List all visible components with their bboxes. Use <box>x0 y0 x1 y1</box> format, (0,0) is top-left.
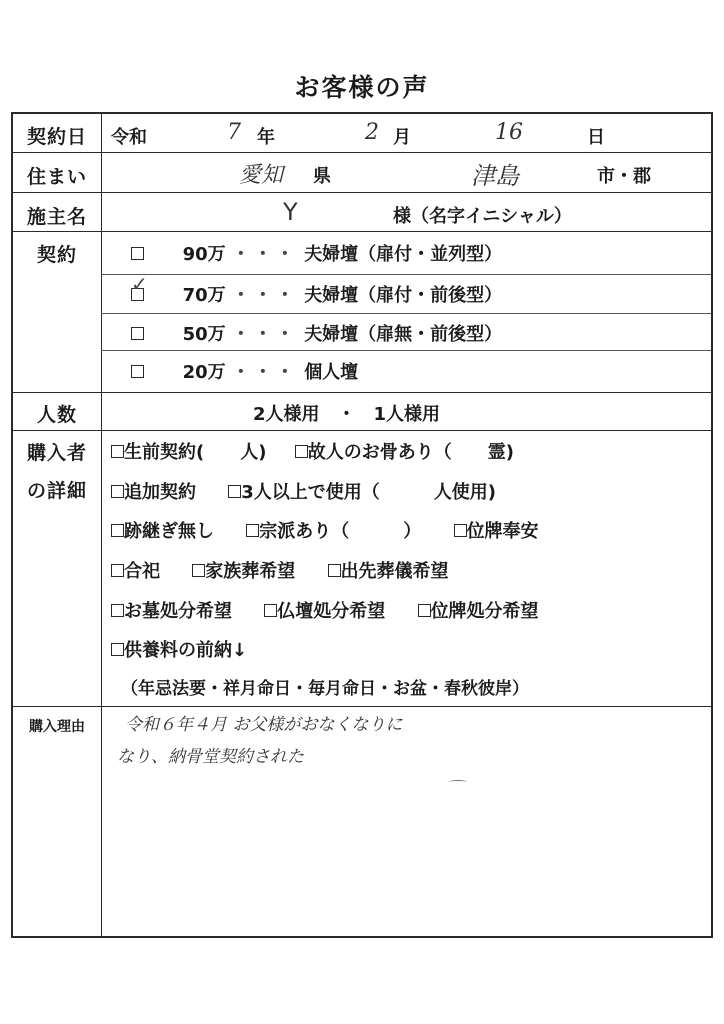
checkbox[interactable] <box>228 485 241 498</box>
contract-option-70 <box>131 281 502 307</box>
checkbox-20[interactable] <box>131 365 144 378</box>
checkbox[interactable] <box>246 524 259 537</box>
checkbox[interactable] <box>264 604 277 617</box>
option-desc: 個人壇 <box>304 362 359 383</box>
option-price: 90万 <box>182 244 226 265</box>
row-divider <box>13 192 711 193</box>
contract-option-20 <box>131 358 358 384</box>
option-dots: ・・・ <box>231 244 298 265</box>
checkbox[interactable] <box>454 524 467 537</box>
option-dots: ・・・ <box>231 285 298 306</box>
checkbox[interactable] <box>111 445 124 458</box>
option-divider <box>101 350 711 351</box>
option-price: 20万 <box>182 362 226 383</box>
people-value: 2人様用 ・ 1人様用 <box>253 404 441 425</box>
row-divider <box>13 152 711 153</box>
option-text: 跡継ぎ無し <box>124 521 214 542</box>
row-divider <box>13 430 711 431</box>
option-text: お墓処分希望 <box>124 601 232 622</box>
option-text: 位牌処分希望 <box>430 601 539 622</box>
residence-prefecture-unit: 県 <box>313 166 331 187</box>
reason-line-1: 令和６年４月 お父様がおなくなりに <box>125 715 403 735</box>
option-text: 追加契約 <box>124 482 196 503</box>
option-divider <box>101 313 711 314</box>
checkbox[interactable] <box>328 564 341 577</box>
checkbox[interactable] <box>111 643 124 656</box>
checkbox[interactable] <box>111 604 124 617</box>
contract-date-day-unit: 日 <box>587 127 605 148</box>
buyer-row-1 <box>111 438 514 464</box>
owner-initial-value: Y <box>283 198 298 226</box>
residence-prefecture-value: 愛知 <box>239 163 284 188</box>
contract-date-label: 契約日 <box>26 126 87 148</box>
people-label: 人数 <box>36 404 77 426</box>
row-divider <box>13 231 711 232</box>
buyer-label-line1: 購入者 <box>26 442 87 464</box>
option-text: 故人のお骨あり（ 霊) <box>307 442 514 463</box>
option-text: 3人以上で使用（ 人使用) <box>241 482 497 503</box>
option-text: 生前契約( 人) <box>124 442 267 463</box>
form-title: お客様の声 <box>294 73 430 102</box>
owner-suffix: 様（名字イニシャル） <box>393 206 572 227</box>
check-mark-icon: ✓ <box>131 272 148 296</box>
contract-date-era: 令和 <box>111 127 147 148</box>
residence-city-value: 津島 <box>471 162 519 190</box>
buyer-row-4 <box>111 557 449 583</box>
option-price: 70万 <box>182 285 226 306</box>
row-divider <box>13 706 711 707</box>
option-dots: ・・・ <box>231 324 298 345</box>
checkbox[interactable] <box>418 604 431 617</box>
reason-line-2: なり、納骨堂契約された <box>117 747 304 767</box>
buyer-row-6 <box>111 636 247 662</box>
reason-label: 購入理由 <box>29 719 85 735</box>
contract-date-year-value: 7 <box>227 120 241 145</box>
option-price: 50万 <box>182 324 226 345</box>
option-text: 位牌奉安 <box>466 521 539 542</box>
label-column-divider <box>101 114 102 936</box>
contract-date-day-value: 16 <box>495 120 523 145</box>
checkbox[interactable] <box>111 485 124 498</box>
pen-mark <box>449 780 467 784</box>
option-text: 宗派あり（ ） <box>259 521 422 542</box>
buyer-row-3 <box>111 517 539 543</box>
residence-city-unit: 市・郡 <box>597 166 651 187</box>
contract-date-month-value: 2 <box>365 120 379 145</box>
option-text: 供養料の前納↓ <box>124 640 248 661</box>
option-desc: 夫婦壇（扉付・並列型） <box>304 244 503 265</box>
checkbox-50[interactable] <box>131 327 144 340</box>
option-text: 仏壇処分希望 <box>277 601 386 622</box>
memorial-note: （年忌法要・祥月命日・毎月命日・お盆・春秋彼岸） <box>121 679 529 699</box>
option-desc: 夫婦壇（扉付・前後型） <box>304 285 503 306</box>
customer-voice-form <box>11 112 713 938</box>
option-divider <box>101 274 711 275</box>
checkbox[interactable] <box>192 564 205 577</box>
checkbox-90[interactable] <box>131 247 144 260</box>
row-divider <box>13 392 711 393</box>
contract-label: 契約 <box>36 244 77 266</box>
option-desc: 夫婦壇（扉無・前後型） <box>304 324 503 345</box>
contract-date-month-unit: 月 <box>393 127 411 148</box>
contract-date-year-unit: 年 <box>257 127 275 148</box>
option-text: 出先葬儀希望 <box>340 561 449 582</box>
contract-option-90 <box>131 240 502 266</box>
checkbox[interactable] <box>295 445 308 458</box>
buyer-row-5 <box>111 597 539 623</box>
option-dots: ・・・ <box>231 362 298 383</box>
buyer-label-line2: の詳細 <box>26 480 87 502</box>
checkbox[interactable] <box>111 564 124 577</box>
checkbox[interactable] <box>111 524 124 537</box>
owner-label: 施主名 <box>26 206 87 228</box>
option-text: 家族葬希望 <box>205 561 296 582</box>
option-text: 合祀 <box>124 561 160 582</box>
buyer-row-2 <box>111 478 496 504</box>
residence-label: 住まい <box>26 166 87 188</box>
contract-option-50 <box>131 320 502 346</box>
